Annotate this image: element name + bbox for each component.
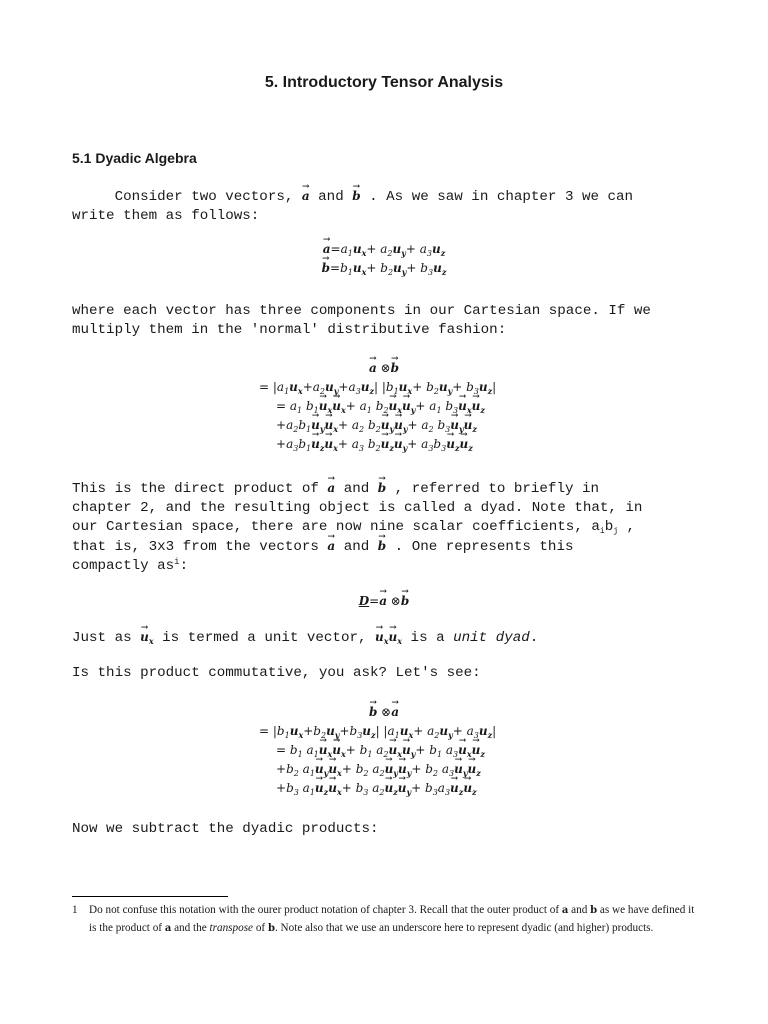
- footnote-text: [72, 902, 702, 937]
- subscript-i: i: [599, 527, 605, 536]
- paragraph-1: [72, 187, 633, 226]
- vector-a-symbol: → a: [302, 187, 310, 206]
- equation-line: = $|a_1u_x+a_2u_y+a_3u_z|$ $|b_1u_x+ b_2u_y+ b_3u_z|$: [259, 380, 497, 396]
- footnote-number: 1: [72, 904, 78, 916]
- equation-line: D=→ a ⊗→ b: [0, 592, 768, 611]
- text-span: .: [529, 630, 539, 646]
- equation-line: $+b_2$ $a_1\to u_y\to u_x+ b_2$ $a_2\to u_y\to u_y+ b_2$ $a_3\to u_y\to u_z$: [0, 760, 768, 779]
- text-span: transpose: [209, 921, 254, 934]
- text-span: This is the direct product of: [72, 481, 328, 497]
- text-span: :: [179, 558, 189, 574]
- text-span: unit dyad: [453, 630, 530, 646]
- text-span: of: [253, 921, 268, 934]
- text-span: chapter 2, and the resulting object is called a dyad. Note that, in: [72, 500, 643, 516]
- unit-dyad-symbol: → $u_x\to u_x$: [375, 628, 402, 647]
- vector-b-symbol: b: [267, 922, 275, 934]
- vector-a-symbol: → a: [327, 537, 335, 556]
- equation-line: $+a_2b_1\to u_y\to u_x+ a_2$ $b_2\to u_y\to u_y+ a_2$ $b_3\to u_y\to u_z$: [0, 416, 768, 435]
- paragraph-6: [72, 820, 379, 839]
- unit-vector-symbol: → $u_x$: [140, 628, 154, 647]
- vector-a-symbol: a: [561, 905, 569, 916]
- text-span: that is, 3x3 from the vectors: [72, 539, 328, 555]
- section-heading: 5.1 Dyadic Algebra: [72, 150, 197, 166]
- vector-b-symbol: → b: [352, 187, 360, 206]
- paragraph-3: [72, 479, 642, 576]
- equation-line: = $|b_1u_x+b_2u_y+b_3u_z|$ $|a_1u_x+ a_2u_y+ a_3u_z|$: [259, 724, 497, 740]
- vector-a-symbol: a: [164, 922, 172, 934]
- page-title: 5. Introductory Tensor Analysis: [264, 74, 504, 91]
- equation-line: $+b_3$ $a_1\to u_z\to u_x+ b_3$ $a_2\to u_z\to u_y+ b_3a_3\to u_z\to u_z$: [0, 779, 768, 798]
- equation-a: → $a=a_1u_x+ a_2u_y+ a_3u_z$: [0, 240, 768, 259]
- text-span: . One represents this: [386, 539, 574, 555]
- text-span: our Cartesian space, there are now nine scalar coefficients, a: [72, 519, 600, 535]
- equation-line: $+a_3b_1\to u_z\to u_x+ a_3$ $b_2\to u_z\to u_y+ a_3b_3\to u_z\to u_z$: [0, 435, 768, 454]
- equation-line: → a ⊗→ b: [0, 359, 768, 378]
- text-span: Now we subtract the dyadic products:: [72, 821, 379, 837]
- paragraph-2: [72, 302, 651, 340]
- equation-a-outer-b: [0, 359, 768, 454]
- text-span: , referred to briefly in: [386, 481, 600, 497]
- text-span: and: [309, 189, 353, 205]
- vector-b-symbol: b: [590, 905, 598, 916]
- text-span: and: [335, 539, 378, 555]
- text-span: is a: [402, 630, 454, 646]
- subscript-j: j: [613, 527, 619, 536]
- equation-dyad-definition: [0, 592, 768, 611]
- equation-b: → $b=b_1u_x+ b_2u_y+ b_3u_z$: [0, 259, 768, 278]
- text-span: . Note also that we use an underscore here to represent dyadic (and higher) products.: [274, 921, 654, 934]
- footnote: [72, 902, 702, 937]
- footnote-marker[interactable]: i: [174, 557, 180, 567]
- equation-vectors: [0, 240, 768, 278]
- text-span: . As we saw in chapter 3 we can: [360, 189, 634, 205]
- footnote-divider: [72, 896, 228, 897]
- text-span: as we have defined it is the product of: [89, 904, 695, 934]
- text-span: Is this product commutative, you ask? Let's see:: [72, 665, 481, 681]
- equation-line: → b ⊗→ a: [0, 703, 768, 722]
- equation-b-outer-a: [0, 703, 768, 798]
- text-span: and: [335, 481, 378, 497]
- equation-line: = $a_1$ $b_1\to u_x\to u_x+ a_1$ $b_2\to u_x\to u_y+ a_1$ $b_3\to u_x\to u_z$: [0, 397, 768, 416]
- vector-b-symbol: → b: [378, 537, 386, 556]
- text-span: is termed a unit vector,: [153, 630, 376, 646]
- text-span: Just as: [72, 630, 141, 646]
- text-span: b: [604, 519, 614, 535]
- text-span: Do not confuse this notation with the ourer product notation of chapter 3. Recall that the outer product of: [89, 904, 562, 916]
- text-span: Consider two vectors,: [72, 189, 302, 205]
- paragraph-5: [72, 664, 481, 683]
- text-span: ,: [618, 519, 636, 535]
- vector-b-symbol: → b: [378, 479, 386, 498]
- paragraph-4: [72, 628, 538, 648]
- text-span: compactly as: [72, 558, 175, 574]
- text-span: and the: [171, 921, 210, 934]
- text-span: where each vector has three components in our Cartesian space. If we: [72, 303, 651, 319]
- equation-line: = $b_1$ $a_1\to u_x\to u_x+ b_1$ $a_2\to u_x\to u_y+ b_1$ $a_3\to u_x\to u_z$: [0, 741, 768, 760]
- text-span: write them as follows:: [72, 208, 260, 224]
- text-span: multiply them in the 'normal' distributive fashion:: [72, 322, 507, 338]
- text-span: and: [568, 904, 591, 916]
- vector-a-symbol: → a: [327, 479, 335, 498]
